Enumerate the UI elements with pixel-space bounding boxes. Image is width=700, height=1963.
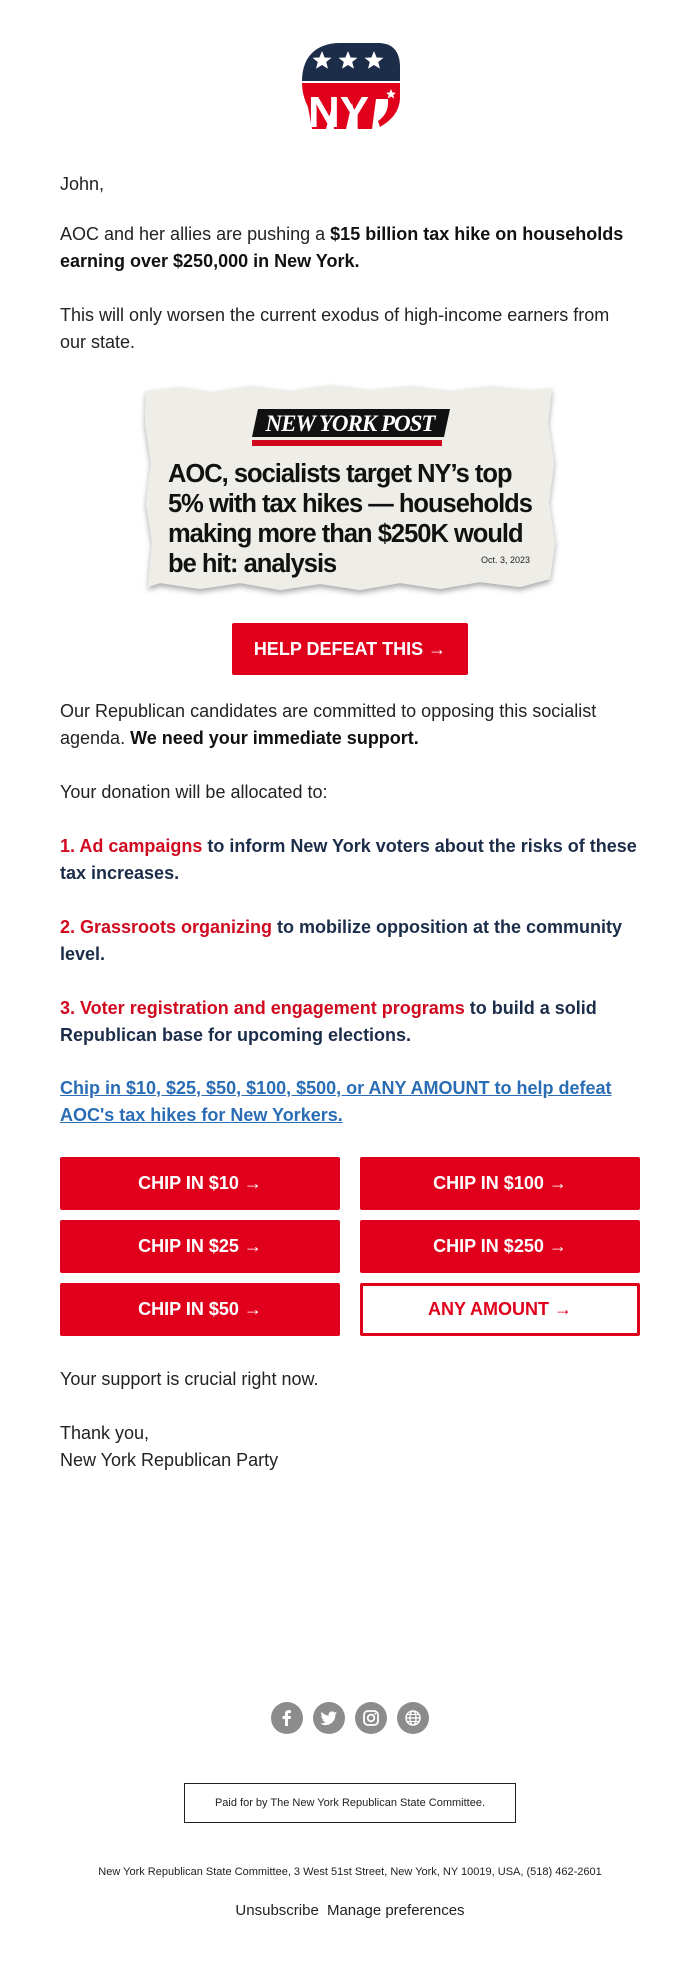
allocation-item-voter-registration: 3. Voter registration and engagement programs to build a solid Republican base for upcoming elections. <box>60 998 597 1045</box>
greeting: John, <box>60 174 105 194</box>
chip-in-50-button[interactable]: CHIP IN $50 → <box>60 1283 340 1336</box>
facebook-icon[interactable] <box>271 1702 303 1734</box>
new-york-post-masthead-icon <box>250 407 450 447</box>
chip-in-25-button[interactable]: CHIP IN $25 → <box>60 1220 340 1273</box>
committed-paragraph: Our Republican candidates are committed to opposing this socialist agenda. We need your immediate support. <box>60 701 597 748</box>
allocated-heading: Your donation will be allocated to: <box>60 782 328 802</box>
signature-line: New York Republican Party <box>60 1450 279 1470</box>
footer-address: New York Republican State Committee, 3 West 51st Street, New York, NY 10019, USA, (518) 462-2601 <box>98 1866 602 1878</box>
footer-links <box>0 1902 700 1919</box>
any-amount-button[interactable]: ANY AMOUNT → <box>360 1283 640 1336</box>
support-paragraph: Your support is crucial right now. <box>60 1369 319 1389</box>
allocation-item-ad-campaigns: 1. Ad campaigns to inform New York voters about the risks of these tax increases. <box>60 836 637 883</box>
news-date: Oct. 3, 2023 <box>480 555 530 565</box>
help-defeat-button[interactable]: HELP DEFEAT THIS → <box>232 623 468 675</box>
news-headline: AOC, socialists target NY’s top 5% with tax hikes — households making more than $250K would be hit: analysis <box>168 460 532 578</box>
unsubscribe-link[interactable]: Unsubscribe <box>235 1902 319 1919</box>
twitter-icon[interactable] <box>313 1702 345 1734</box>
thanks-line: Thank you, <box>60 1423 150 1443</box>
intro-paragraph: AOC and her allies are pushing a $15 billion tax hike on households earning over $250,000 in New York. <box>60 224 624 271</box>
chip-in-250-button[interactable]: CHIP IN $250 → <box>360 1220 640 1273</box>
nygop-logo[interactable] <box>298 37 402 134</box>
paid-for-disclaimer: Paid for by The New York Republican State Committee. <box>184 1783 516 1823</box>
chip-in-100-button[interactable]: CHIP IN $100 → <box>360 1157 640 1210</box>
elephant-logo-icon <box>298 37 402 134</box>
svg-text:NEW YORK POST: NEW YORK POST <box>265 411 435 436</box>
chip-in-link[interactable]: Chip in $10, $25, $50, $100, $500, or ANY AMOUNT to help defeat AOC's tax hikes for New Yorkers. <box>60 1078 612 1125</box>
allocation-item-grassroots: 2. Grassroots organizing to mobilize opposition at the community level. <box>60 917 623 964</box>
manage-preferences-link[interactable]: Manage preferences <box>326 1902 465 1919</box>
instagram-icon[interactable] <box>355 1702 387 1734</box>
chip-in-10-button[interactable]: CHIP IN $10 → <box>60 1157 340 1210</box>
svg-text:NY: NY <box>308 88 370 134</box>
news-clipping[interactable] <box>140 383 560 599</box>
website-icon[interactable] <box>397 1702 429 1734</box>
exodus-paragraph: This will only worsen the current exodus of high-income earners from our state. <box>60 305 610 352</box>
